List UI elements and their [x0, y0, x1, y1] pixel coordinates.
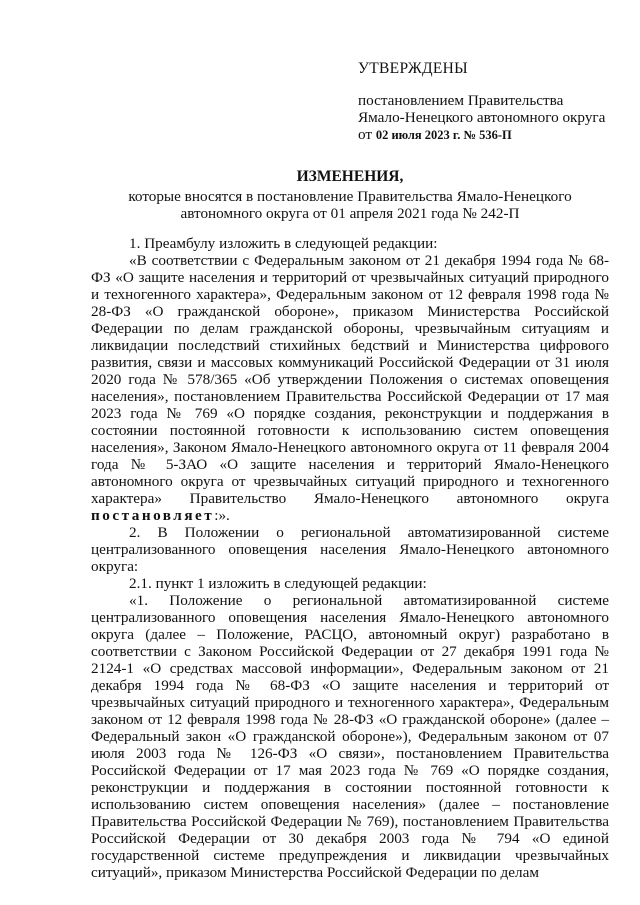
- paragraph-1: 1. Преамбулу изложить в следующей редакции:: [129, 235, 438, 252]
- approval-date-value: 02 июля 2023 г. № 536-П: [375, 128, 512, 142]
- approval-block: [358, 60, 628, 144]
- paragraph-3: 2. В Положении о региональной автоматизированной системе централизованного оповещения населения Ямало-Ненецкого автономного округа:: [91, 524, 609, 575]
- document-title-block: [90, 168, 610, 222]
- approval-date-prefix: от: [358, 126, 373, 143]
- decree-keyword: постановляет: [91, 507, 215, 524]
- approval-line-1: постановлением Правительства: [358, 92, 564, 109]
- paragraph-4: 2.1. пункт 1 изложить в следующей редакции:: [129, 575, 427, 592]
- paragraph-5: «1. Положение о региональной автоматизированной системе централизованного оповещения населения Ямало-Ненецкого автономного округа (далее – Положение, РАСЦО, автономный округ) разработано в соответствии с Законом Российской Федерации от 27 декабря 1991 года № 2124-1 «О средствах массовой информации», Федеральным законом от 21 декабря 1994 года № 68-ФЗ «О защите населения и территорий от чрезвычайных ситуаций природного и техногенного характера», Федеральным законом от 12 февраля 1998 года № 28-ФЗ «О гражданской обороне» (далее – Федеральный закон «О гражданской обороне»), Федеральным законом от 07 июля 2003 года № 126-ФЗ «О связи», постановлением Правительства Российской Федерации от 17 мая 2023 года № 769 «О порядке создания, реконструкции и поддержания в состоянии постоянной готовности к использованию систем оповещения населения» (далее – постановление Правительства Российской Федерации № 769), постановлением Правительства Российской Федерации от 30 декабря 2003 года № 794 «О единой государственной системе предупреждения и ликвидации чрезвычайных ситуаций», приказом Министерства Российской Федерации по делам: [91, 592, 609, 881]
- paragraph-2-text: «В соответствии с Федеральным законом от 21 декабря 1994 года № 68-ФЗ «О защите населения и территорий от чрезвычайных ситуаций природного и техногенного характера», Федеральным законом от 12 февраля 1998 года № 28-ФЗ «О гражданской обороне», приказом Министерства Российской Федерации по делам гражданской обороны, чрезвычайным ситуациям и ликвидации последствий стихийных бедствий и Министерства цифрового развития, связи и массовых коммуникаций Российской Федерации от 31 июля 2020 года № 578/365 «Об утверждении Положения о системах оповещения населения», постановлением Правительства Российской Федерации от 17 мая 2023 года № 769 «О порядке создания, реконструкции и поддержания в состоянии постоянной готовности к использованию систем оповещения населения», Законом Ямало-Ненецкого автономного округа от 11 февраля 2004 года № 5-ЗАО «О защите населения и территорий Ямало-Ненецкого автономного округа от чрезвычайных ситуаций природного и техногенного характера» Правительство Ямало-Ненецкого автономного округа: [91, 252, 609, 507]
- approval-line-2: Ямало-Ненецкого автономного округа: [358, 109, 606, 126]
- paragraph-2-end: :».: [214, 507, 230, 524]
- document-subtitle-line-1: которые вносятся в постановление Правительства Ямало-Ненецкого: [128, 188, 572, 205]
- document-subtitle-line-2: автономного округа от 01 апреля 2021 года № 242-П: [180, 205, 520, 222]
- approval-date-line: [358, 126, 628, 144]
- document-title: ИЗМЕНЕНИЯ,: [296, 168, 404, 185]
- document-body: [91, 235, 609, 881]
- approval-heading: УТВЕРЖДЕНЫ: [358, 60, 468, 77]
- paragraph-2: [91, 252, 609, 524]
